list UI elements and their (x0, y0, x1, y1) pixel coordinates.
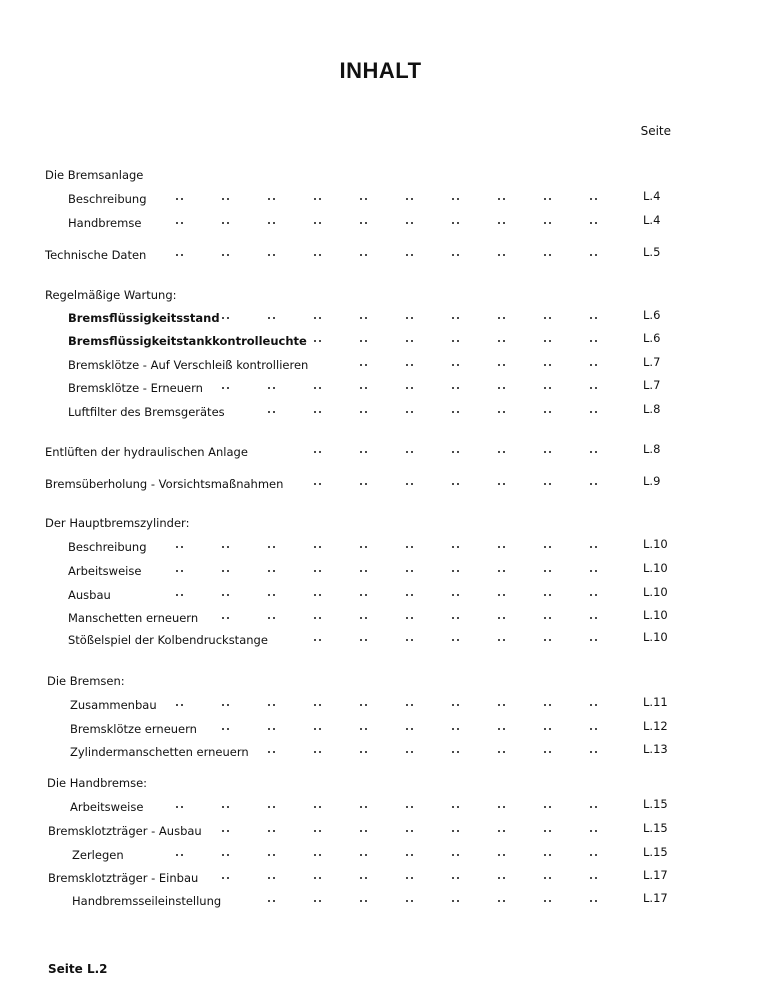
leader-dots (360, 222, 369, 225)
leader-dots (544, 617, 553, 620)
leader-dots (268, 222, 277, 225)
leader-dots (544, 364, 553, 367)
toc-entry-label: Arbeitsweise (70, 800, 144, 814)
leader-dots (498, 704, 507, 707)
leader-dots (498, 198, 507, 201)
toc-entry-label: Ausbau (68, 588, 111, 602)
leader-dots (268, 806, 277, 809)
leader-dots (360, 254, 369, 257)
toc-section-heading (0, 776, 761, 794)
leader-dots (452, 854, 461, 857)
toc-heading-label: Die Handbremse: (47, 776, 148, 790)
toc-entry-label: Zerlegen (72, 848, 124, 862)
toc-entry (0, 845, 761, 866)
toc-page-number: L.10 (643, 585, 668, 599)
leader-dots (544, 594, 553, 597)
leader-dots (314, 451, 323, 454)
leader-dots (360, 451, 369, 454)
leader-dots (360, 546, 369, 549)
leader-dots (452, 387, 461, 390)
leader-dots (314, 483, 323, 486)
toc-entry (0, 245, 761, 266)
toc-entry (0, 355, 761, 376)
leader-dots (314, 546, 323, 549)
leader-dots (360, 594, 369, 597)
toc-page-number: L.8 (643, 442, 661, 456)
leader-dots (406, 594, 415, 597)
leader-dots (360, 830, 369, 833)
leader-dots (176, 198, 185, 201)
toc-page-number: L.7 (643, 355, 661, 369)
leader-dots (406, 751, 415, 754)
toc-entry-label: Bremsüberholung - Vorsichtsmaßnahmen (45, 477, 284, 491)
leader-dots (406, 639, 415, 642)
leader-dots (452, 546, 461, 549)
leader-dots (544, 806, 553, 809)
leader-dots (452, 411, 461, 414)
leader-dots (360, 806, 369, 809)
toc-page-number: L.17 (643, 891, 668, 905)
leader-dots (176, 854, 185, 857)
leader-dots (222, 806, 231, 809)
toc-entry (0, 891, 761, 912)
leader-dots (406, 704, 415, 707)
leader-dots (268, 877, 277, 880)
toc-entry-label: Zylindermanschetten erneuern (70, 745, 249, 759)
leader-dots (590, 387, 599, 390)
toc-entry (0, 402, 761, 423)
leader-dots (222, 317, 231, 320)
leader-dots (314, 198, 323, 201)
leader-dots (406, 364, 415, 367)
leader-dots (406, 451, 415, 454)
leader-dots (360, 639, 369, 642)
leader-dots (406, 728, 415, 731)
leader-dots (590, 704, 599, 707)
leader-dots (498, 900, 507, 903)
toc-page-number: L.6 (643, 331, 661, 345)
leader-dots (452, 639, 461, 642)
leader-dots (360, 704, 369, 707)
toc-page-number: L.4 (643, 213, 661, 227)
leader-dots (590, 570, 599, 573)
leader-dots (268, 617, 277, 620)
leader-dots (222, 546, 231, 549)
toc-page-number: L.12 (643, 719, 668, 733)
leader-dots (498, 594, 507, 597)
leader-dots (452, 900, 461, 903)
toc-page-number: L.6 (643, 308, 661, 322)
leader-dots (590, 317, 599, 320)
toc-page-number: L.5 (643, 245, 661, 259)
leader-dots (452, 483, 461, 486)
toc-page-number: L.15 (643, 821, 668, 835)
leader-dots (222, 854, 231, 857)
toc-entry-label: Stößelspiel der Kolbendruckstange (68, 633, 268, 647)
leader-dots (360, 411, 369, 414)
leader-dots (176, 570, 185, 573)
toc-entry (0, 474, 761, 495)
leader-dots (590, 594, 599, 597)
leader-dots (498, 364, 507, 367)
leader-dots (406, 317, 415, 320)
leader-dots (176, 704, 185, 707)
toc-entry (0, 608, 761, 629)
leader-dots (360, 570, 369, 573)
leader-dots (314, 340, 323, 343)
leader-dots (314, 900, 323, 903)
leader-dots (590, 751, 599, 754)
leader-dots (176, 594, 185, 597)
toc-entry-label: Technische Daten (45, 248, 147, 262)
leader-dots (268, 830, 277, 833)
toc-entry (0, 378, 761, 399)
toc-entry-label: Handbremse (68, 216, 142, 230)
toc-entry-label: Bremsklotzträger - Ausbau (48, 824, 202, 838)
leader-dots (268, 411, 277, 414)
leader-dots (452, 570, 461, 573)
leader-dots (452, 704, 461, 707)
toc-entry (0, 537, 761, 558)
toc-entry (0, 308, 761, 329)
toc-page-number: L.17 (643, 868, 668, 882)
page-column-header: Seite (640, 124, 671, 138)
leader-dots (590, 806, 599, 809)
toc-page-number: L.11 (643, 695, 668, 709)
toc-heading-label: Die Bremsen: (47, 674, 125, 688)
leader-dots (590, 340, 599, 343)
leader-dots (314, 317, 323, 320)
leader-dots (590, 900, 599, 903)
leader-dots (452, 198, 461, 201)
toc-entry-label: Beschreibung (68, 540, 147, 554)
leader-dots (590, 617, 599, 620)
leader-dots (176, 806, 185, 809)
leader-dots (360, 483, 369, 486)
leader-dots (590, 451, 599, 454)
leader-dots (590, 198, 599, 201)
leader-dots (452, 364, 461, 367)
toc-page-number: L.4 (643, 189, 661, 203)
leader-dots (590, 483, 599, 486)
toc-entry-label: Zusammenbau (70, 698, 157, 712)
leader-dots (406, 483, 415, 486)
leader-dots (222, 594, 231, 597)
leader-dots (360, 340, 369, 343)
leader-dots (452, 222, 461, 225)
leader-dots (268, 900, 277, 903)
leader-dots (544, 751, 553, 754)
toc-entry (0, 331, 761, 352)
leader-dots (544, 854, 553, 857)
leader-dots (544, 254, 553, 257)
leader-dots (314, 387, 323, 390)
leader-dots (360, 387, 369, 390)
leader-dots (268, 728, 277, 731)
leader-dots (406, 830, 415, 833)
toc-entry (0, 868, 761, 889)
leader-dots (498, 411, 507, 414)
toc-page-number: L.8 (643, 402, 661, 416)
leader-dots (544, 900, 553, 903)
leader-dots (498, 570, 507, 573)
toc-entry (0, 442, 761, 463)
leader-dots (544, 451, 553, 454)
toc-heading-label: Regelmäßige Wartung: (45, 288, 177, 302)
toc-entry (0, 797, 761, 818)
leader-dots (314, 222, 323, 225)
leader-dots (590, 728, 599, 731)
leader-dots (406, 617, 415, 620)
leader-dots (406, 546, 415, 549)
leader-dots (314, 411, 323, 414)
toc-entry (0, 719, 761, 740)
leader-dots (222, 570, 231, 573)
leader-dots (544, 222, 553, 225)
leader-dots (314, 254, 323, 257)
leader-dots (406, 222, 415, 225)
leader-dots (452, 451, 461, 454)
leader-dots (314, 877, 323, 880)
leader-dots (314, 751, 323, 754)
leader-dots (176, 254, 185, 257)
toc-page-number: L.10 (643, 537, 668, 551)
leader-dots (314, 617, 323, 620)
leader-dots (222, 387, 231, 390)
toc-section-heading (0, 674, 761, 692)
leader-dots (452, 728, 461, 731)
leader-dots (222, 704, 231, 707)
leader-dots (406, 570, 415, 573)
leader-dots (406, 340, 415, 343)
leader-dots (314, 704, 323, 707)
leader-dots (314, 728, 323, 731)
toc-entry-label: Bremsklötze erneuern (70, 722, 197, 736)
leader-dots (268, 317, 277, 320)
leader-dots (544, 198, 553, 201)
toc-entry (0, 213, 761, 234)
toc-entry-label: Bremsflüssigkeitstankkontrolleuchte (68, 334, 307, 348)
toc-entry (0, 585, 761, 606)
leader-dots (360, 728, 369, 731)
leader-dots (498, 728, 507, 731)
leader-dots (222, 198, 231, 201)
toc-entry-label: Entlüften der hydraulischen Anlage (45, 445, 248, 459)
leader-dots (268, 704, 277, 707)
toc-page-number: L.10 (643, 608, 668, 622)
leader-dots (406, 254, 415, 257)
leader-dots (360, 877, 369, 880)
leader-dots (544, 411, 553, 414)
leader-dots (544, 877, 553, 880)
toc-entry (0, 742, 761, 763)
leader-dots (222, 222, 231, 225)
toc-heading-label: Die Bremsanlage (45, 168, 144, 182)
leader-dots (590, 546, 599, 549)
leader-dots (406, 900, 415, 903)
leader-dots (360, 198, 369, 201)
leader-dots (268, 546, 277, 549)
leader-dots (498, 546, 507, 549)
leader-dots (590, 830, 599, 833)
leader-dots (406, 387, 415, 390)
leader-dots (544, 704, 553, 707)
leader-dots (498, 387, 507, 390)
leader-dots (498, 483, 507, 486)
leader-dots (360, 617, 369, 620)
page-title: INHALT (339, 58, 422, 83)
leader-dots (452, 594, 461, 597)
leader-dots (498, 222, 507, 225)
leader-dots (452, 877, 461, 880)
toc-entry (0, 189, 761, 210)
leader-dots (314, 594, 323, 597)
leader-dots (452, 830, 461, 833)
toc-section-heading (0, 516, 761, 534)
page-footer: Seite L.2 (48, 962, 108, 976)
leader-dots (222, 254, 231, 257)
leader-dots (498, 877, 507, 880)
leader-dots (268, 254, 277, 257)
leader-dots (222, 877, 231, 880)
leader-dots (590, 639, 599, 642)
leader-dots (498, 639, 507, 642)
leader-dots (360, 751, 369, 754)
leader-dots (498, 340, 507, 343)
toc-entry-label: Bremsklötze - Auf Verschleiß kontrollieren (68, 358, 309, 372)
leader-dots (498, 751, 507, 754)
toc-entry (0, 561, 761, 582)
toc-page-number: L.13 (643, 742, 668, 756)
toc-entry (0, 695, 761, 716)
leader-dots (222, 617, 231, 620)
leader-dots (406, 877, 415, 880)
leader-dots (498, 317, 507, 320)
leader-dots (544, 317, 553, 320)
leader-dots (314, 570, 323, 573)
leader-dots (498, 617, 507, 620)
leader-dots (498, 854, 507, 857)
toc-entry-label: Beschreibung (68, 192, 147, 206)
leader-dots (544, 340, 553, 343)
leader-dots (314, 830, 323, 833)
leader-dots (314, 806, 323, 809)
toc-entry (0, 630, 761, 651)
leader-dots (590, 254, 599, 257)
leader-dots (314, 854, 323, 857)
leader-dots (544, 830, 553, 833)
leader-dots (544, 387, 553, 390)
leader-dots (590, 364, 599, 367)
leader-dots (268, 854, 277, 857)
leader-dots (590, 222, 599, 225)
leader-dots (268, 594, 277, 597)
leader-dots (544, 570, 553, 573)
leader-dots (360, 900, 369, 903)
leader-dots (590, 877, 599, 880)
toc-entry-label: Bremsklötze - Erneuern (68, 381, 203, 395)
toc-page-number: L.9 (643, 474, 661, 488)
leader-dots (406, 806, 415, 809)
leader-dots (360, 364, 369, 367)
leader-dots (498, 830, 507, 833)
toc-entry-label: Bremsflüssigkeitsstand (68, 311, 220, 325)
leader-dots (590, 411, 599, 414)
toc-heading-label: Der Hauptbremszylinder: (45, 516, 190, 530)
leader-dots (544, 639, 553, 642)
leader-dots (544, 728, 553, 731)
leader-dots (452, 254, 461, 257)
toc-section-heading (0, 288, 761, 306)
toc-page-number: L.10 (643, 561, 668, 575)
leader-dots (498, 451, 507, 454)
leader-dots (452, 806, 461, 809)
toc-section-heading (0, 168, 761, 186)
toc-page-number: L.7 (643, 378, 661, 392)
leader-dots (176, 222, 185, 225)
toc-entry-label: Handbremsseileinstellung (72, 894, 222, 908)
leader-dots (268, 198, 277, 201)
leader-dots (406, 411, 415, 414)
toc-page-number: L.15 (643, 797, 668, 811)
leader-dots (452, 340, 461, 343)
leader-dots (360, 317, 369, 320)
leader-dots (452, 317, 461, 320)
toc-entry-label: Luftfilter des Bremsgerätes (68, 405, 225, 419)
leader-dots (406, 198, 415, 201)
leader-dots (268, 387, 277, 390)
toc-page-number: L.15 (643, 845, 668, 859)
toc-entry-label: Arbeitsweise (68, 564, 142, 578)
leader-dots (222, 830, 231, 833)
leader-dots (222, 728, 231, 731)
leader-dots (406, 854, 415, 857)
toc-page-number: L.10 (643, 630, 668, 644)
leader-dots (544, 546, 553, 549)
toc-entry-label: Manschetten erneuern (68, 611, 199, 625)
toc-entry-label: Bremsklotzträger - Einbau (48, 871, 199, 885)
leader-dots (590, 854, 599, 857)
leader-dots (452, 617, 461, 620)
leader-dots (268, 751, 277, 754)
leader-dots (544, 483, 553, 486)
leader-dots (452, 751, 461, 754)
leader-dots (176, 546, 185, 549)
leader-dots (498, 254, 507, 257)
leader-dots (314, 639, 323, 642)
leader-dots (360, 854, 369, 857)
leader-dots (268, 570, 277, 573)
leader-dots (498, 806, 507, 809)
toc-entry (0, 821, 761, 842)
